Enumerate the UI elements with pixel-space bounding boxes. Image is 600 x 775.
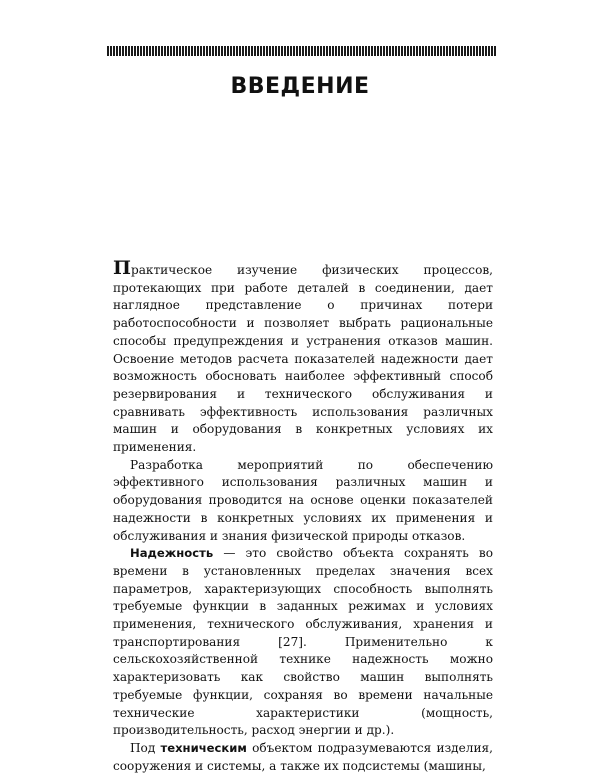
body-text: [113, 257, 493, 775]
paragraph-technical-text: объектом подразумеваются изделия, сооружения и системы, а также их подсистемы (машины,: [113, 740, 493, 773]
term-technical: техническим: [160, 740, 247, 755]
paragraph-reliability-definition: [113, 545, 493, 740]
paragraph-reliability-text: — это свойство объекта сохранять во времени в установленных пределах значения всех параметров, характеризующих способность выполнять требуемые функции в заданных режимах и условиях применения, технического обслуживания, хранения и транспортирования [27]. Применительно к сельскохозяйственной технике надежность можно характеризовать как свойство машин выполнять требуемые функции, сохраняя во времени начальные технические характеристики (мощность, производительность, расход энергии и др.).: [113, 546, 493, 738]
drop-cap-letter: П: [113, 257, 131, 279]
paragraph-intro-text: рактическое изучение физических процессов, протекающих при работе деталей в соединении, дает наглядное представление о причинах потери работоспособности и позволяет выбрать рациональные способы предупреждения и устранения отказов машин. Освоение методов расчета показателей надежности дает возможность обосновать наиболее эффективный способ резервирования и технического обслуживания и сравнивать эффективность использования различных машин и оборудования в конкретных условиях их применения.: [113, 263, 493, 455]
paragraph-intro: [113, 257, 493, 457]
chapter-title: ВВЕДЕНИЕ: [230, 74, 370, 99]
paragraph-measures: [113, 457, 493, 546]
paragraph-measures-text: Разработка мероприятий по обеспечению эффективного использования различных машин и оборудования проводится на основе оценки показателей надежности в конкретных условиях их применения и обслуживания и знания физической природы отказов.: [113, 457, 493, 543]
term-reliability: Надежность: [130, 546, 214, 561]
decorative-header-rule: [107, 46, 497, 56]
paragraph-technical-lead: Под: [130, 740, 161, 755]
paragraph-technical-object: [113, 740, 493, 775]
